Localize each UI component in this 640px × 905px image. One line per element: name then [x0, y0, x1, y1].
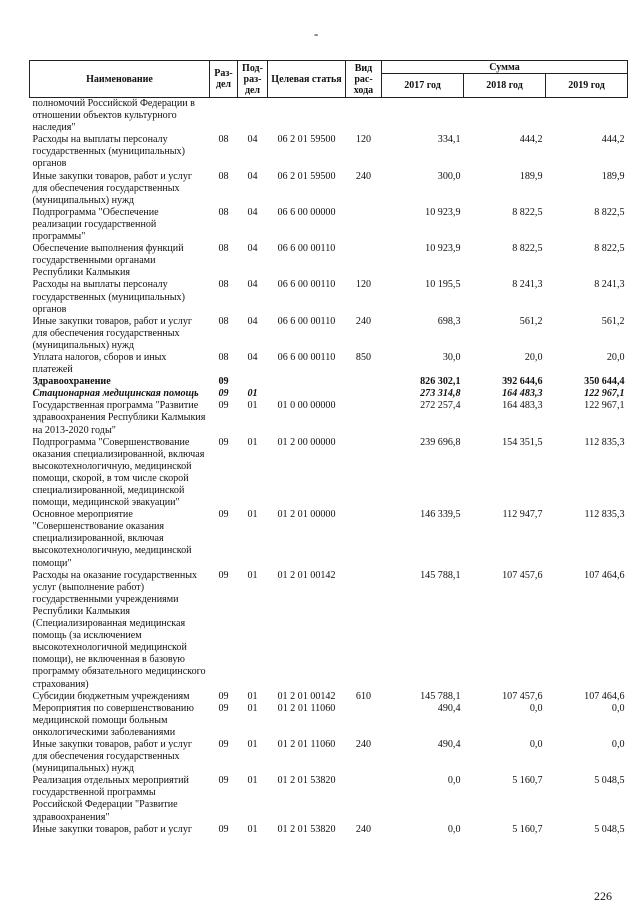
row-razdel [210, 98, 238, 135]
table-row [30, 775, 628, 823]
row-article: 01 2 01 53820 [277, 823, 336, 835]
row-article: 06 2 01 59500 [277, 134, 336, 146]
header-podrazdel: Под-раз-дел [238, 61, 268, 98]
row-podrazdel: 04 [247, 243, 258, 255]
row-sum-2019: 112 835,3 [584, 436, 625, 448]
row-sum-2019: 107 464,6 [584, 569, 625, 581]
row-vid: 610 [355, 690, 372, 702]
row-sum-2017: 145 788,1 [420, 690, 461, 702]
row-sum-2018: 164 483,3 [502, 400, 543, 412]
row-article: 01 2 01 00142 [277, 569, 336, 581]
row-vid [346, 98, 382, 135]
row-sum-2019: 0,0 [611, 738, 625, 750]
row-name: Расходы на выплаты персоналу государственных (муниципальных) органов [32, 134, 185, 170]
row-razdel: 09 [218, 509, 229, 521]
row-article: 06 6 00 00110 [277, 243, 336, 255]
row-sum-2018: 189,9 [519, 170, 543, 182]
row-razdel: 08 [218, 279, 229, 291]
row-vid: 120 [355, 134, 372, 146]
row-razdel: 08 [218, 134, 229, 146]
row-sum-2018: 20,0 [524, 351, 543, 363]
header-2017: 2017 год [382, 74, 464, 98]
row-sum-2019: 5 048,5 [594, 823, 625, 835]
row-vid [346, 243, 382, 279]
header-sum: Сумма [382, 61, 628, 74]
table-row [30, 570, 628, 691]
table-row [30, 400, 628, 436]
row-article: 01 2 01 00000 [277, 509, 336, 521]
row-sum-2018: 5 160,7 [512, 775, 543, 787]
row-name: Иные закупки товаров, работ и услуг для обеспечения государственных (муниципальных) нужд [32, 738, 193, 775]
row-razdel: 08 [218, 206, 229, 218]
row-name: Обеспечение выполнения функций государственными органами Республики Калмыкия [32, 243, 184, 279]
row-article [268, 98, 346, 135]
table-body [30, 98, 628, 836]
row-article [268, 388, 346, 400]
row-sum-2018 [464, 98, 546, 135]
table-row [30, 243, 628, 279]
table-row [30, 316, 628, 352]
row-name: Иные закупки товаров, работ и услуг [32, 823, 193, 835]
row-sum-2018: 164 483,3 [502, 388, 543, 400]
row-name: Уплата налогов, сборов и иных платежей [32, 351, 167, 376]
row-podrazdel: 01 [247, 388, 258, 400]
row-podrazdel: 04 [247, 170, 258, 182]
table-header [30, 61, 628, 98]
row-name: Иные закупки товаров, работ и услуг для обеспечения государственных (муниципальных) нужд [32, 170, 193, 206]
row-sum-2017: 239 696,8 [420, 436, 461, 448]
row-sum-2017: 145 788,1 [420, 569, 461, 581]
row-podrazdel: 01 [247, 436, 258, 448]
row-sum-2019: 122 967,1 [584, 388, 625, 400]
row-vid [346, 400, 382, 436]
row-razdel: 09 [218, 775, 229, 787]
row-name: Иные закупки товаров, работ и услуг для обеспечения государственных (муниципальных) нужд [32, 315, 193, 351]
row-vid: 240 [355, 738, 372, 750]
row-sum-2018: 0,0 [529, 738, 543, 750]
row-podrazdel [238, 98, 268, 135]
row-podrazdel: 01 [247, 775, 258, 787]
row-name: Подпрограмма "Совершенствование оказания специализированной, включая высокотехнологичную, медицинской помощи, скорой, в том числе скорой специализированной, медицинской помощи, медицинской эвакуации" [32, 436, 205, 509]
row-name: полномочий Российской Федерации в отношении объектов культурного наследия" [32, 98, 195, 134]
row-sum-2019: 107 464,6 [584, 690, 625, 702]
table-row [30, 352, 628, 376]
row-vid [346, 703, 382, 739]
row-podrazdel: 01 [247, 569, 258, 581]
row-sum-2019: 112 835,3 [584, 509, 625, 521]
row-podrazdel: 01 [247, 702, 258, 714]
row-vid [346, 437, 382, 510]
row-vid [346, 388, 382, 400]
row-vid [346, 570, 382, 691]
table-row [30, 98, 628, 135]
row-article: 06 6 00 00110 [277, 315, 336, 327]
table-row [30, 739, 628, 775]
row-sum-2018: 107 457,6 [502, 569, 543, 581]
row-name: Государственная программа "Развитие здравоохранения Республики Калмыкия на 2013-2020 годы" [32, 400, 206, 436]
table-row [30, 279, 628, 315]
row-name: Расходы на оказание государственных услуг (выполнение работ) государственными учреждениями Республики Калмыкия (Специализированная медицинская помощь (за исключением высокотехнологичной медицинской помощи), не включенная в базовую программу обязательного медицинского страхования) [32, 569, 206, 690]
row-name: Подпрограмма "Обеспечение реализации государственной программы" [32, 206, 159, 243]
row-sum-2017: 826 302,1 [420, 376, 461, 388]
table-row [30, 134, 628, 170]
row-razdel: 09 [218, 400, 229, 412]
row-vid: 850 [355, 351, 372, 363]
header-razdel: Раз-дел [210, 61, 238, 98]
row-vid: 120 [355, 279, 372, 291]
header-vid: Вид рас-хода [346, 61, 382, 98]
row-sum-2018: 8 822,5 [512, 206, 543, 218]
row-article: 06 6 00 00110 [277, 351, 336, 363]
row-sum-2017: 146 339,5 [420, 509, 461, 521]
row-sum-2019: 444,2 [601, 134, 625, 146]
row-sum-2017 [382, 98, 464, 135]
row-sum-2019: 350 644,4 [584, 376, 625, 388]
row-vid: 240 [355, 170, 372, 182]
row-vid: 240 [355, 823, 372, 835]
row-article: 01 2 00 00000 [277, 436, 336, 448]
row-sum-2018: 107 457,6 [502, 690, 543, 702]
row-podrazdel: 01 [247, 738, 258, 750]
row-razdel: 09 [218, 388, 229, 400]
page-number: 226 [594, 889, 612, 903]
table-row [30, 388, 628, 400]
row-article: 01 0 00 00000 [277, 400, 336, 412]
row-podrazdel: 01 [247, 400, 258, 412]
row-name: Основное мероприятие "Совершенствование оказания специализированной, включая высокотехнологичную, медицинской помощи" [32, 509, 192, 569]
row-podrazdel: 01 [247, 823, 258, 835]
table-row [30, 509, 628, 569]
row-razdel: 08 [218, 315, 229, 327]
header-article: Целевая статья [268, 61, 346, 98]
top-mark: - [314, 26, 319, 41]
row-razdel: 08 [218, 243, 229, 255]
row-sum-2017: 490,4 [437, 738, 461, 750]
row-sum-2018: 561,2 [519, 315, 543, 327]
row-podrazdel [238, 376, 268, 388]
table-row [30, 824, 628, 836]
table-row [30, 437, 628, 510]
row-name: Стационарная медицинская помощь [32, 388, 199, 400]
row-razdel: 08 [218, 170, 229, 182]
row-sum-2018: 5 160,7 [512, 823, 543, 835]
row-sum-2019: 8 822,5 [594, 206, 625, 218]
row-sum-2017: 10 195,5 [425, 279, 461, 291]
header-2018: 2018 год [464, 74, 546, 98]
row-article: 06 2 01 59500 [277, 170, 336, 182]
row-name: Субсидии бюджетным учреждениям [32, 690, 190, 702]
row-sum-2019 [546, 98, 628, 135]
row-sum-2017: 300,0 [437, 170, 461, 182]
row-razdel: 09 [218, 823, 229, 835]
table-row [30, 703, 628, 739]
row-name: Расходы на выплаты персоналу государственных (муниципальных) органов [32, 279, 185, 315]
row-sum-2019: 122 967,1 [584, 400, 625, 412]
row-razdel: 08 [218, 351, 229, 363]
row-sum-2018: 112 947,7 [502, 509, 543, 521]
row-sum-2017: 10 923,9 [425, 206, 461, 218]
row-podrazdel: 04 [247, 206, 258, 218]
table-row [30, 207, 628, 243]
row-vid [346, 509, 382, 569]
table-row [30, 376, 628, 388]
row-article: 01 2 01 11060 [277, 702, 336, 714]
row-sum-2019: 561,2 [601, 315, 625, 327]
row-razdel: 09 [218, 436, 229, 448]
header-2019: 2019 год [546, 74, 628, 98]
row-vid [346, 376, 382, 388]
row-razdel: 09 [218, 376, 229, 388]
row-razdel: 09 [218, 738, 229, 750]
row-razdel: 09 [218, 569, 229, 581]
row-sum-2019: 20,0 [606, 351, 625, 363]
row-podrazdel: 04 [247, 351, 258, 363]
row-article: 01 2 01 11060 [277, 738, 336, 750]
table-row [30, 171, 628, 207]
row-podrazdel: 04 [247, 315, 258, 327]
row-podrazdel: 01 [247, 690, 258, 702]
row-name: Здравоохранение [32, 376, 111, 388]
row-sum-2018: 154 351,5 [502, 436, 543, 448]
row-podrazdel: 01 [247, 509, 258, 521]
row-sum-2019: 8 241,3 [594, 279, 625, 291]
row-razdel: 09 [218, 690, 229, 702]
row-article: 06 6 00 00000 [277, 206, 336, 218]
budget-table [29, 60, 628, 836]
row-sum-2017: 30,0 [442, 351, 461, 363]
row-sum-2018: 444,2 [519, 134, 543, 146]
row-sum-2017: 334,1 [437, 134, 461, 146]
row-article: 06 6 00 00110 [277, 279, 336, 291]
row-razdel: 09 [218, 702, 229, 714]
row-sum-2017: 273 314,8 [420, 388, 461, 400]
row-vid [346, 775, 382, 823]
row-podrazdel: 04 [247, 279, 258, 291]
row-vid [346, 207, 382, 243]
row-sum-2017: 0,0 [447, 775, 461, 787]
row-sum-2017: 10 923,9 [425, 243, 461, 255]
row-name: Мероприятия по совершенствованию медицинской помощи больным онкологическими заболеваниями [32, 702, 194, 738]
row-sum-2017: 490,4 [437, 702, 461, 714]
row-sum-2018: 0,0 [529, 702, 543, 714]
row-sum-2018: 392 644,6 [502, 376, 543, 388]
row-vid: 240 [355, 315, 372, 327]
row-sum-2019: 189,9 [601, 170, 625, 182]
row-article: 01 2 01 00142 [277, 690, 336, 702]
header-name: Наименование [30, 61, 210, 98]
row-sum-2019: 8 822,5 [594, 243, 625, 255]
row-article: 01 2 01 53820 [277, 775, 336, 787]
row-name: Реализация отдельных мероприятий государственной программы Российской Федерации "Развитие здравоохранения" [32, 775, 189, 823]
row-sum-2019: 0,0 [611, 702, 625, 714]
row-sum-2018: 8 241,3 [512, 279, 543, 291]
row-podrazdel: 04 [247, 134, 258, 146]
row-sum-2017: 0,0 [447, 823, 461, 835]
row-sum-2018: 8 822,5 [512, 243, 543, 255]
table-row [30, 691, 628, 703]
row-sum-2017: 698,3 [437, 315, 461, 327]
row-article [268, 376, 346, 388]
row-sum-2017: 272 257,4 [420, 400, 461, 412]
row-sum-2019: 5 048,5 [594, 775, 625, 787]
